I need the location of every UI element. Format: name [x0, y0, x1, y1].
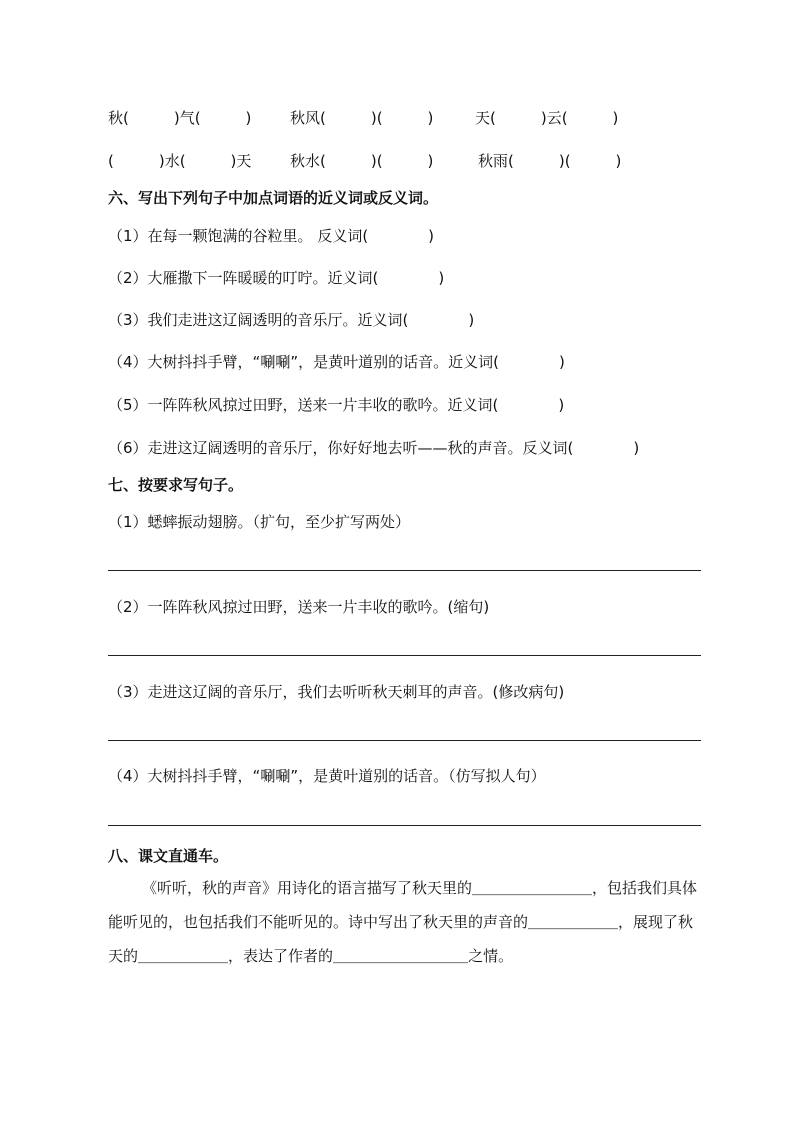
section-6-item-6: （6）走进这辽阔透明的音乐厅，你好好地去听——秋的声音。反义词( ): [108, 439, 640, 457]
fill-row-1-b: 秋风( )( ): [290, 109, 434, 127]
section-8-title: 八、课文直通车。: [108, 847, 229, 865]
section-6-item-4: （4）大树抖抖手臂，“唰唰”，是黄叶道别的话音。近义词( ): [108, 353, 565, 371]
blank-1[interactable]: ＿＿＿＿＿＿＿＿: [472, 879, 593, 897]
para-text-2: ，包括我们具体能听见的，也包括我们不能听见的。诗中写出了秋天里的声音的: [108, 879, 698, 931]
blank-4[interactable]: ＿＿＿＿＿＿＿＿＿: [333, 947, 469, 965]
section-7-item-1: （1）蟋蟀振动翅膀。（扩句，至少扩写两处）: [108, 513, 411, 531]
section-7-title: 七、按要求写句子。: [108, 476, 244, 494]
section-7-item-3: （3）走进这辽阔的音乐厅，我们去听听秋天刺耳的声音。(修改病句): [108, 683, 565, 701]
blank-3[interactable]: ＿＿＿＿＿＿: [138, 947, 229, 965]
answer-line-1[interactable]: [108, 570, 701, 571]
section-6-item-3: （3）我们走进这辽阔透明的音乐厅。近义词( ): [108, 311, 475, 329]
para-text-1: 《听听，秋的声音》用诗化的语言描写了秋天里的: [142, 879, 473, 897]
para-text-4: ，表达了作者的: [228, 947, 334, 965]
section-6-item-1: （1）在每一颗饱满的谷粒里。 反义词( ): [108, 227, 435, 245]
section-6-item-5: （5）一阵阵秋风掠过田野，送来一片丰收的歌吟。近义词( ): [108, 396, 565, 414]
fill-row-1-c: 天( )云( ): [475, 109, 619, 127]
fill-row-2-b: 秋水( )( ): [290, 152, 434, 170]
section-7-item-4: （4）大树抖抖手臂，“唰唰”，是黄叶道别的话音。（仿写拟人句）: [108, 767, 546, 785]
fill-row-1-a: 秋( )气( ): [108, 109, 252, 127]
blank-2[interactable]: ＿＿＿＿＿＿: [528, 913, 619, 931]
section-8-paragraph: [108, 871, 701, 973]
fill-row-2-a: ( )水( )天: [108, 152, 252, 170]
answer-line-4[interactable]: [108, 825, 701, 826]
section-7-item-2: （2）一阵阵秋风掠过田野，送来一片丰收的歌吟。(缩句): [108, 598, 490, 616]
fill-row-2-c: 秋雨( )( ): [478, 152, 622, 170]
section-6-item-2: （2）大雁撒下一阵暖暖的叮咛。近义词( ): [108, 269, 445, 287]
para-text-3: ，展现了秋天的: [108, 913, 694, 965]
answer-line-2[interactable]: [108, 655, 701, 656]
answer-line-3[interactable]: [108, 740, 701, 741]
para-text-5: 之情。: [468, 947, 514, 965]
section-6-title: 六、写出下列句子中加点词语的近义词或反义词。: [108, 189, 439, 207]
